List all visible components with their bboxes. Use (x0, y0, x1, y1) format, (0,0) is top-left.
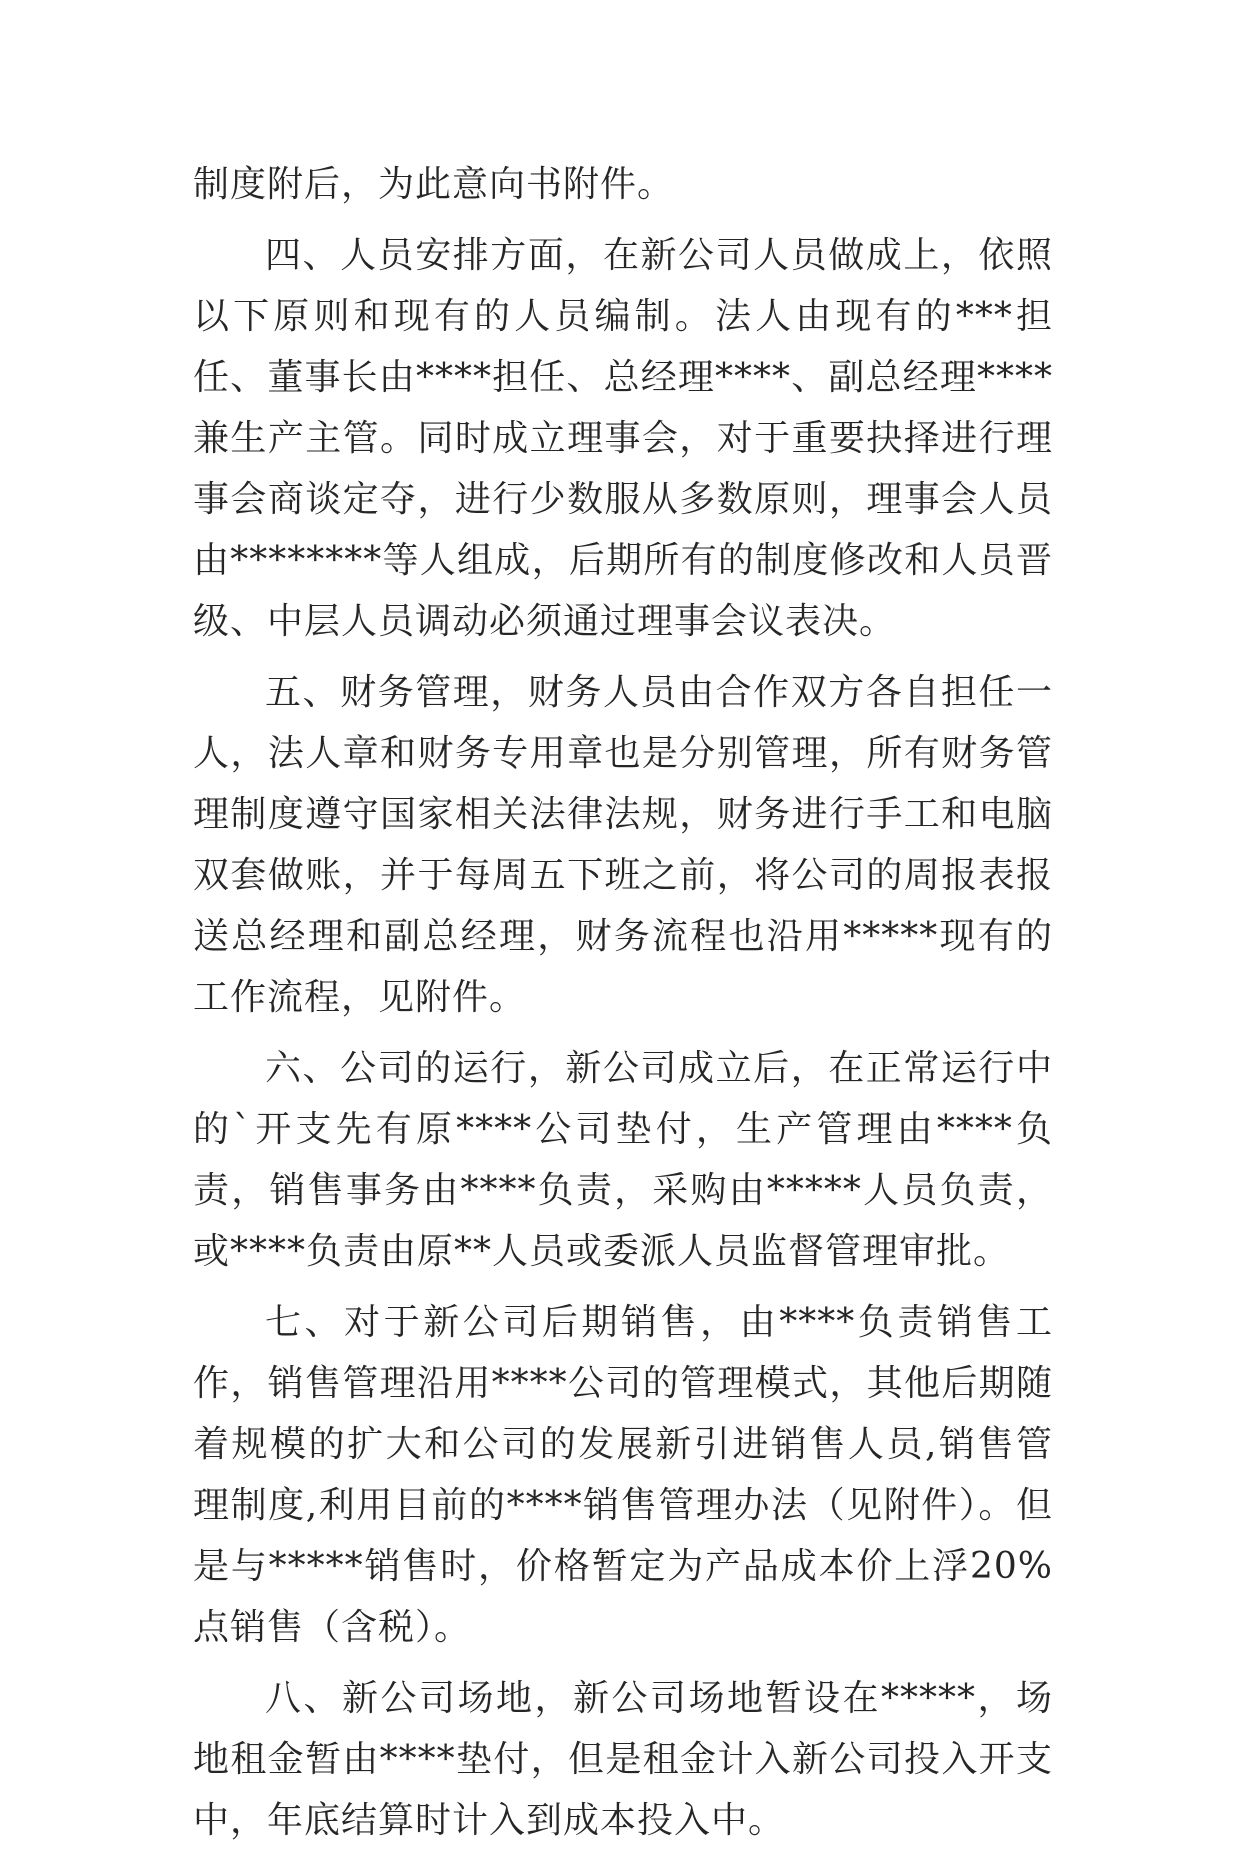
paragraph-sales: 七、对于新公司后期销售，由****负责销售工作，销售管理沿用****公司的管理模式，其他后期随着规模的扩大和公司的发展新引进销售人员,销售管理制度,利用目前的****销售管理办法（见附件）。但是与*****销售时，价格暂定为产品成本价上浮20%点销售（含税）。 (193, 1302, 1053, 1648)
paragraph-continuation: 制度附后，为此意向书附件。 (193, 164, 675, 205)
document-body (193, 154, 1053, 1851)
paragraph-premises: 八、新公司场地，新公司场地暂设在*****，场地租金暂由****垫付，但是租金计入新公司投入开支中，年底结算时计入到成本投入中。 (193, 1678, 1053, 1841)
paragraph-finance: 五、财务管理，财务人员由合作双方各自担任一人，法人章和财务专用章也是分别管理，所有财务管理制度遵守国家相关法律法规，财务进行手工和电脑双套做账，并于每周五下班之前，将公司的周报表报送总经理和副总经理，财务流程也沿用*****现有的工作流程，见附件。 (193, 672, 1053, 1018)
paragraph-operation: 六、公司的运行，新公司成立后，在正常运行中的`开支先有原****公司垫付，生产管理由****负责，销售事务由****负责，采购由*****人员负责，或****负责由原**人员或委派人员监督管理审批。 (193, 1048, 1053, 1272)
paragraph-personnel: 四、人员安排方面，在新公司人员做成上，依照以下原则和现有的人员编制。法人由现有的***担任、董事长由****担任、总经理****、副总经理****兼生产主管。同时成立理事会，对于重要抉择进行理事会商谈定夺，进行少数服从多数原则，理事会人员由********等人组成，后期所有的制度修改和人员晋级、中层人员调动必须通过理事会议表决。 (193, 235, 1053, 642)
